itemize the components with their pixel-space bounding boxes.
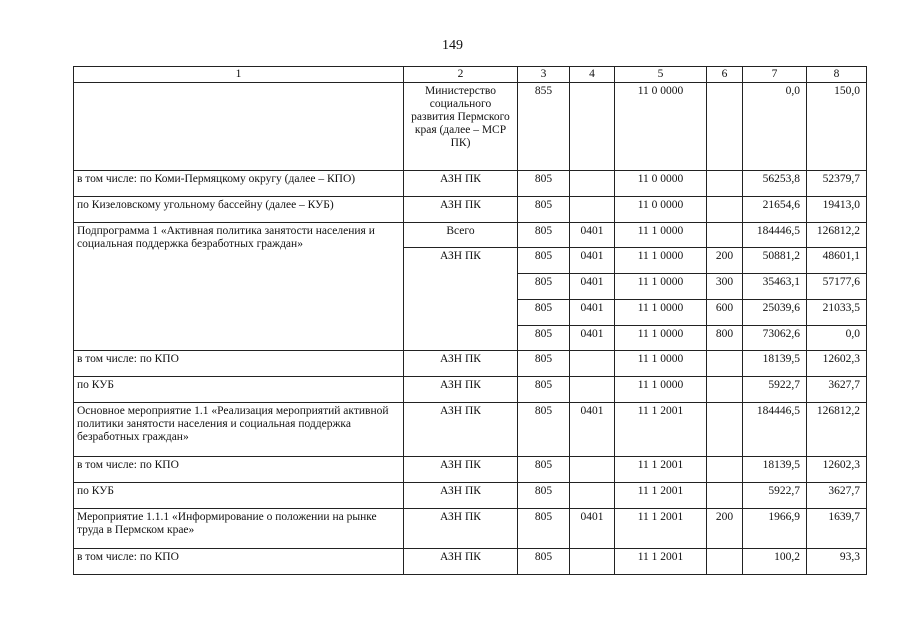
cell-col8: 126812,2 [807, 223, 867, 248]
cell-col7: 18139,5 [743, 457, 807, 483]
table-row [74, 83, 867, 171]
cell-col3: 805 [518, 171, 570, 197]
cell-col6 [707, 457, 743, 483]
cell-col5: 11 1 2001 [615, 509, 707, 549]
cell-col4: 0401 [570, 248, 615, 274]
cell-col7: 184446,5 [743, 223, 807, 248]
cell-col7: 73062,6 [743, 326, 807, 351]
table-row [74, 403, 867, 457]
header-cell: 8 [807, 67, 867, 83]
cell-executor: АЗН ПК [404, 403, 518, 457]
table-row [74, 483, 867, 509]
cell-col5: 11 1 2001 [615, 483, 707, 509]
cell-col3: 805 [518, 403, 570, 457]
cell-col4: 0401 [570, 509, 615, 549]
cell-col6: 200 [707, 509, 743, 549]
cell-col6: 300 [707, 274, 743, 300]
cell-col6: 200 [707, 248, 743, 274]
cell-col5: 11 1 0000 [615, 248, 707, 274]
cell-col6 [707, 483, 743, 509]
cell-col6 [707, 223, 743, 248]
table-row [74, 377, 867, 403]
cell-col8: 57177,6 [807, 274, 867, 300]
header-cell: 4 [570, 67, 615, 83]
cell-col8: 0,0 [807, 326, 867, 351]
cell-executor: Министерство социального развития Пермского края (далее – МСР ПК) [404, 83, 518, 171]
cell-col3: 805 [518, 351, 570, 377]
cell-col3: 805 [518, 549, 570, 575]
cell-col4 [570, 351, 615, 377]
cell-executor: АЗН ПК [404, 171, 518, 197]
cell-executor: АЗН ПК [404, 248, 518, 351]
cell-executor: АЗН ПК [404, 483, 518, 509]
cell-col4 [570, 483, 615, 509]
cell-name: по КУБ [74, 483, 404, 509]
cell-col6 [707, 83, 743, 171]
cell-col7: 5922,7 [743, 483, 807, 509]
cell-col5: 11 0 0000 [615, 171, 707, 197]
cell-col5: 11 1 2001 [615, 403, 707, 457]
cell-col4 [570, 83, 615, 171]
cell-col7: 5922,7 [743, 377, 807, 403]
cell-col7: 0,0 [743, 83, 807, 171]
cell-col3: 805 [518, 274, 570, 300]
cell-col8: 12602,3 [807, 457, 867, 483]
cell-col4 [570, 377, 615, 403]
budget-table [73, 66, 867, 575]
cell-col5: 11 1 0000 [615, 223, 707, 248]
cell-col8: 52379,7 [807, 171, 867, 197]
cell-col7: 100,2 [743, 549, 807, 575]
cell-name [74, 83, 404, 171]
cell-name: в том числе: по КПО [74, 549, 404, 575]
cell-col5: 11 1 0000 [615, 274, 707, 300]
cell-col7: 25039,6 [743, 300, 807, 326]
cell-col6 [707, 351, 743, 377]
cell-col4: 0401 [570, 326, 615, 351]
cell-col5: 11 1 2001 [615, 457, 707, 483]
cell-col3: 805 [518, 377, 570, 403]
table-row [74, 171, 867, 197]
header-cell: 5 [615, 67, 707, 83]
cell-col7: 50881,2 [743, 248, 807, 274]
header-cell: 6 [707, 67, 743, 83]
cell-col5: 11 1 0000 [615, 351, 707, 377]
cell-name: по КУБ [74, 377, 404, 403]
cell-executor: АЗН ПК [404, 351, 518, 377]
cell-col8: 21033,5 [807, 300, 867, 326]
cell-col4: 0401 [570, 300, 615, 326]
cell-name: по Кизеловскому угольному бассейну (далее – КУБ) [74, 197, 404, 223]
cell-col5: 11 0 0000 [615, 197, 707, 223]
cell-col5: 11 0 0000 [615, 83, 707, 171]
table-row [74, 549, 867, 575]
cell-executor: АЗН ПК [404, 549, 518, 575]
header-cell: 7 [743, 67, 807, 83]
page-number: 149 [442, 38, 463, 53]
cell-col8: 1639,7 [807, 509, 867, 549]
cell-name: Мероприятие 1.1.1 «Информирование о положении на рынке труда в Пермском крае» [74, 509, 404, 549]
cell-name: Основное мероприятие 1.1 «Реализация мероприятий активной политики занятости населения и социальная поддержка безработных граждан» [74, 403, 404, 457]
cell-col5: 11 1 0000 [615, 377, 707, 403]
header-row [74, 67, 867, 83]
cell-col4 [570, 549, 615, 575]
cell-col7: 21654,6 [743, 197, 807, 223]
cell-col6 [707, 403, 743, 457]
cell-name: в том числе: по Коми-Пермяцкому округу (далее – КПО) [74, 171, 404, 197]
cell-col5: 11 1 2001 [615, 549, 707, 575]
cell-col3: 805 [518, 509, 570, 549]
cell-col6 [707, 171, 743, 197]
cell-col3: 855 [518, 83, 570, 171]
cell-col4: 0401 [570, 274, 615, 300]
cell-col3: 805 [518, 223, 570, 248]
cell-name: Подпрограмма 1 «Активная политика занятости населения и социальная поддержка безработных граждан» [74, 223, 404, 351]
cell-col4: 0401 [570, 223, 615, 248]
cell-executor: АЗН ПК [404, 509, 518, 549]
cell-col3: 805 [518, 197, 570, 223]
cell-name: в том числе: по КПО [74, 351, 404, 377]
table-row [74, 509, 867, 549]
table-row [74, 197, 867, 223]
cell-col7: 56253,8 [743, 171, 807, 197]
cell-col8: 150,0 [807, 83, 867, 171]
cell-col6 [707, 377, 743, 403]
cell-col8: 93,3 [807, 549, 867, 575]
cell-col4 [570, 457, 615, 483]
cell-col6 [707, 197, 743, 223]
cell-col3: 805 [518, 483, 570, 509]
cell-col8: 48601,1 [807, 248, 867, 274]
cell-col3: 805 [518, 248, 570, 274]
cell-col8: 19413,0 [807, 197, 867, 223]
cell-col8: 12602,3 [807, 351, 867, 377]
header-cell: 1 [74, 67, 404, 83]
cell-executor: АЗН ПК [404, 377, 518, 403]
cell-col6: 600 [707, 300, 743, 326]
cell-col8: 126812,2 [807, 403, 867, 457]
table-row [74, 457, 867, 483]
cell-col7: 35463,1 [743, 274, 807, 300]
cell-col3: 805 [518, 300, 570, 326]
cell-col5: 11 1 0000 [615, 300, 707, 326]
cell-col6 [707, 549, 743, 575]
cell-executor: Всего [404, 223, 518, 248]
cell-col7: 1966,9 [743, 509, 807, 549]
cell-executor: АЗН ПК [404, 197, 518, 223]
header-cell: 2 [404, 67, 518, 83]
cell-col5: 11 1 0000 [615, 326, 707, 351]
cell-col8: 3627,7 [807, 377, 867, 403]
cell-col4 [570, 171, 615, 197]
cell-col6: 800 [707, 326, 743, 351]
table-row [74, 223, 867, 248]
cell-col7: 184446,5 [743, 403, 807, 457]
cell-col3: 805 [518, 326, 570, 351]
cell-col7: 18139,5 [743, 351, 807, 377]
cell-name: в том числе: по КПО [74, 457, 404, 483]
cell-col8: 3627,7 [807, 483, 867, 509]
cell-col4: 0401 [570, 403, 615, 457]
cell-col3: 805 [518, 457, 570, 483]
cell-executor: АЗН ПК [404, 457, 518, 483]
table-row [74, 351, 867, 377]
cell-col4 [570, 197, 615, 223]
header-cell: 3 [518, 67, 570, 83]
